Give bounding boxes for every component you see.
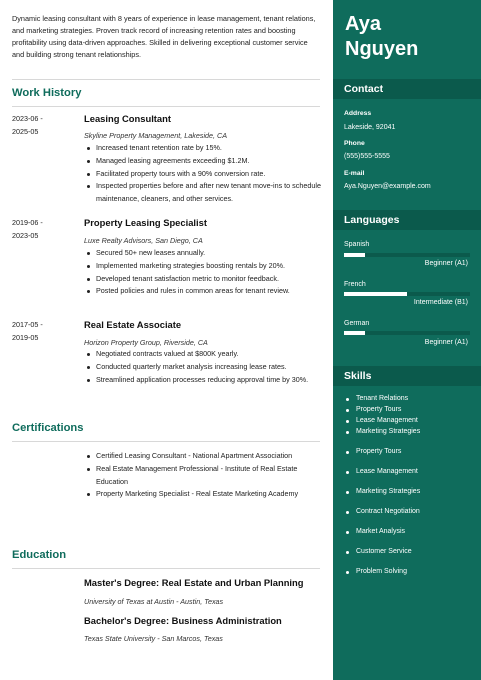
list-item: Developed tenant satisfaction metric to monitor feedback.	[84, 273, 324, 286]
job-2-dates	[12, 217, 43, 242]
list-item: Contract Negotiation	[344, 508, 474, 515]
list-item: Streamlined application processes reducing approval time by 30%.	[84, 374, 324, 387]
language-1-bar	[344, 253, 470, 257]
section-title-work-history: Work History	[12, 87, 82, 99]
education-1-degree: Master's Degree: Real Estate and Urban Planning	[84, 577, 304, 588]
address-value: Lakeside, 92041	[344, 124, 396, 131]
list-item: Tenant Relations	[344, 395, 474, 402]
work-history-rule	[12, 106, 320, 107]
list-item: Customer Service	[344, 548, 474, 555]
certifications-list	[84, 450, 324, 501]
job-3-end: 2019-05	[12, 332, 39, 342]
list-item: Increased tenant retention rate by 15%.	[84, 142, 324, 155]
job-3-title: Real Estate Associate	[84, 319, 182, 330]
job-3-company: Horizon Property Group, Riverside, CA	[84, 338, 208, 347]
list-item: Property Tours	[344, 448, 474, 455]
section-title-certifications: Certifications	[12, 422, 84, 434]
skills-list	[344, 395, 474, 575]
language-2-name: French	[344, 281, 366, 288]
list-item: Lease Management	[344, 417, 474, 424]
summary-text: Dynamic leasing consultant with 8 years of experience in lease management, tenant relations, and marketing strategies. Proven track record of increasing retention rates and boosting profitability using data-driven approaches. Skilled in delivering exceptional customer service and building strong tenant relationships.	[12, 14, 316, 59]
job-1-end: 2025-05	[12, 126, 39, 136]
job-1-title: Leasing Consultant	[84, 113, 171, 124]
last-name: Nguyen	[345, 38, 419, 60]
list-item: Certified Leasing Consultant - National Apartment Association	[84, 450, 324, 463]
list-item: Property Tours	[344, 406, 474, 413]
job-2-end: 2023-05	[12, 230, 39, 240]
sidebar-header-languages: Languages	[333, 210, 481, 230]
job-1-dates	[12, 113, 43, 138]
language-3-bar	[344, 331, 470, 335]
list-item: Property Marketing Specialist - Real Estate Marketing Academy	[84, 488, 324, 501]
job-2-title: Property Leasing Specialist	[84, 217, 207, 228]
job-1-company: Skyline Property Management, Lakeside, CA	[84, 131, 228, 140]
list-item: Posted policies and rules in common areas for tenant review.	[84, 285, 324, 298]
list-item: Market Analysis	[344, 528, 474, 535]
list-item: Implemented marketing strategies boosting rentals by 20%.	[84, 260, 324, 273]
language-2-bar	[344, 292, 470, 296]
list-item: Problem Solving	[344, 568, 474, 575]
section-title-education: Education	[12, 549, 67, 561]
language-3-fill	[344, 331, 365, 335]
job-3-bullets	[84, 348, 324, 386]
candidate-name	[345, 12, 418, 62]
list-item: Lease Management	[344, 468, 474, 475]
list-item: Real Estate Management Professional - Institute of Real Estate Education	[84, 463, 324, 489]
job-2-company: Luxe Realty Advisors, San Diego, CA	[84, 236, 203, 245]
education-rule	[12, 568, 320, 569]
language-2-level: Intermediate (B1)	[413, 299, 468, 306]
education-2-degree: Bachelor's Degree: Business Administration	[84, 615, 282, 626]
language-3-name: German	[344, 320, 370, 327]
language-3-level: Beginner (A1)	[424, 339, 468, 346]
job-1-start: 2023-06 -	[12, 114, 43, 123]
language-1-name: Spanish	[344, 241, 370, 248]
language-2-fill	[344, 292, 407, 296]
list-item: Negotiated contracts valued at $800K yearly.	[84, 348, 324, 361]
job-1-bullets	[84, 142, 324, 206]
job-3-dates	[12, 319, 43, 344]
job-3-start: 2017-05 -	[12, 320, 43, 329]
email-label: E-mail	[344, 170, 365, 177]
email-value[interactable]: Aya.Nguyen@example.com	[344, 183, 431, 190]
education-2-school: Texas State University - San Marcos, Texas	[84, 634, 223, 643]
language-1-fill	[344, 253, 365, 257]
address-label: Address	[344, 110, 372, 117]
phone-value: (555)555-5555	[344, 153, 390, 160]
education-1-school: University of Texas at Austin - Austin, Texas	[84, 597, 224, 606]
sidebar-header-contact: Contact	[333, 79, 481, 99]
sidebar-header-skills: Skills	[333, 366, 481, 386]
list-item: Conducted quarterly market analysis increasing lease rates.	[84, 361, 324, 374]
list-item: Marketing Strategies	[344, 428, 474, 435]
list-item: Secured 50+ new leases annually.	[84, 247, 324, 260]
list-item: Marketing Strategies	[344, 488, 474, 495]
first-name: Aya	[345, 13, 381, 35]
sidebar	[333, 0, 481, 680]
phone-label: Phone	[344, 140, 365, 147]
list-item: Facilitated property tours with a 90% conversion rate.	[84, 168, 324, 181]
job-2-start: 2019-06 -	[12, 218, 43, 227]
certifications-rule	[12, 441, 320, 442]
language-1-level: Beginner (A1)	[424, 260, 468, 267]
job-2-bullets	[84, 247, 324, 298]
summary-divider	[12, 79, 320, 80]
list-item: Inspected properties before and after new tenant move-ins to schedule maintenance, cleaners, and other services.	[84, 180, 324, 206]
list-item: Managed leasing agreements exceeding $1.2M.	[84, 155, 324, 168]
